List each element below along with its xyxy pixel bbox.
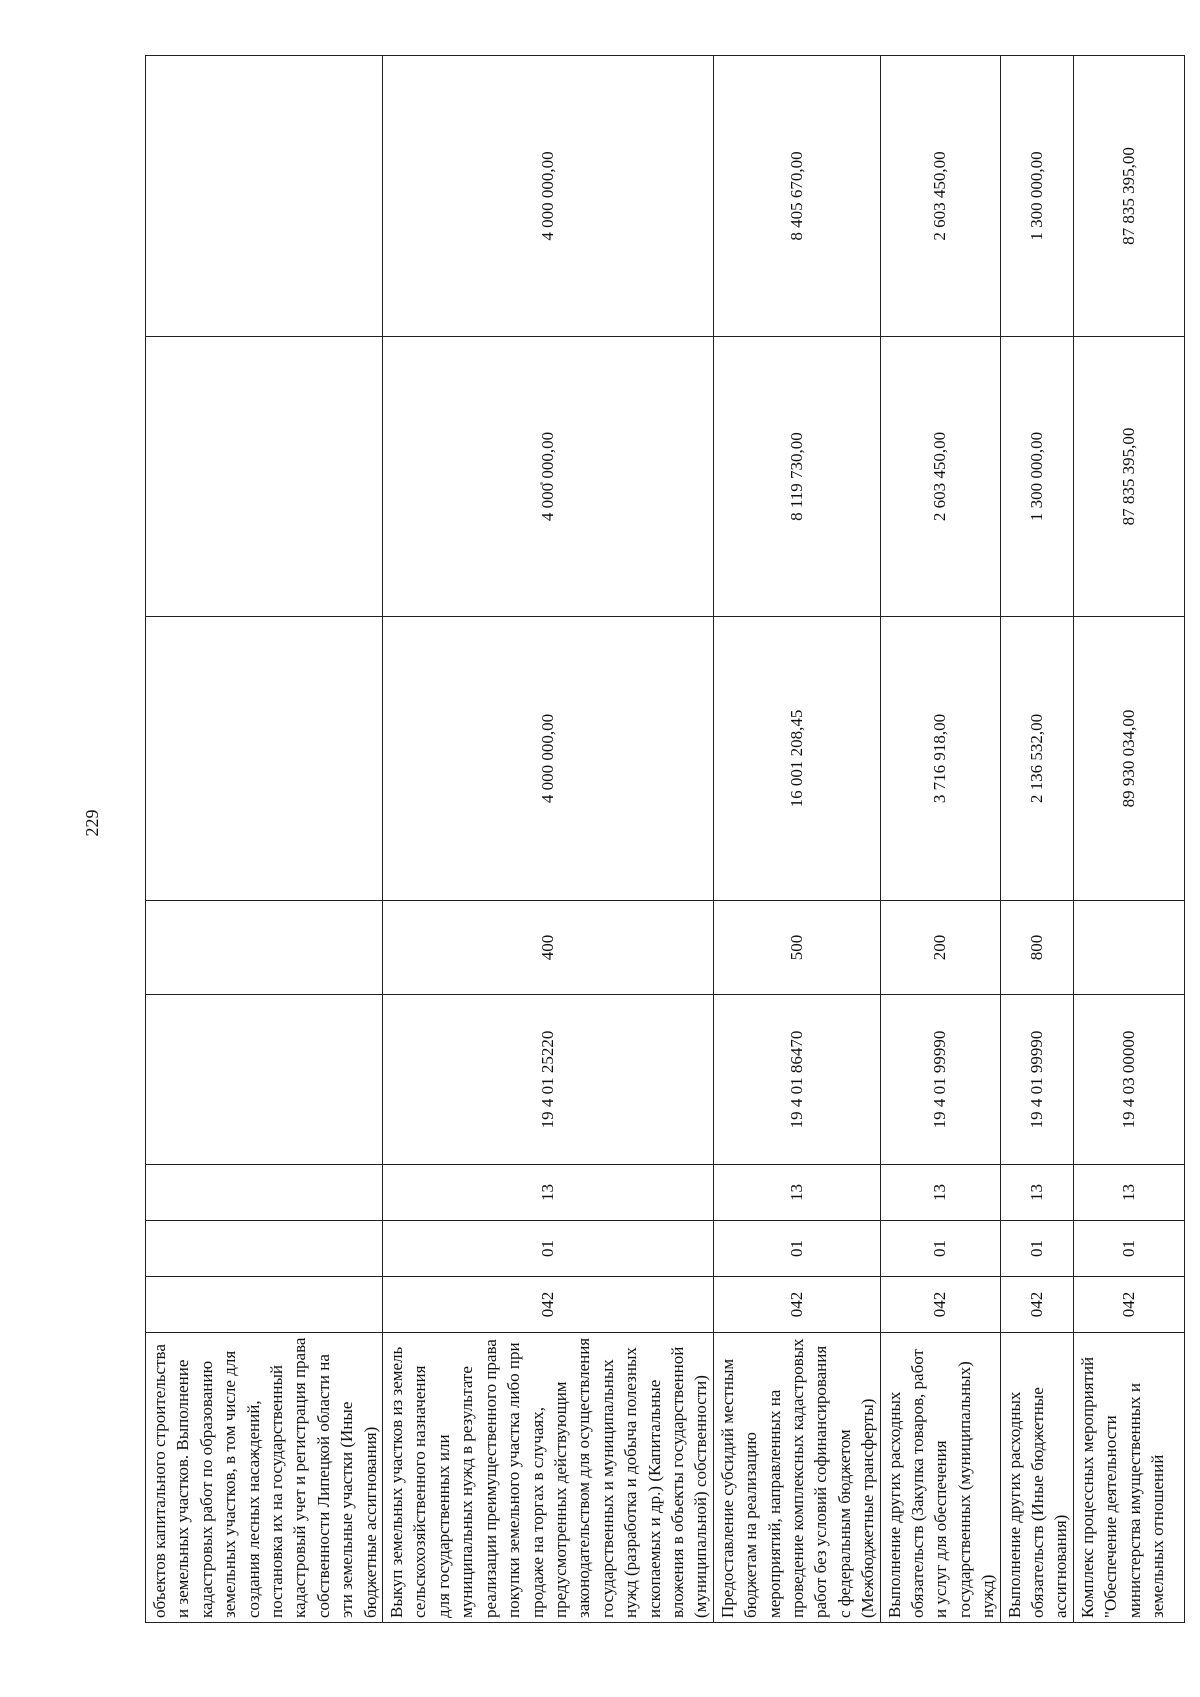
ministry-code: 042 xyxy=(383,1277,714,1333)
ministry-code: 042 xyxy=(1000,1277,1073,1333)
expense-type-code: 500 xyxy=(713,901,880,995)
row-description: объектов капитального строительства и земельных участков. Выполнение кадастровых работ по образованию земельных участков, в том числе для создания лесных насаждений, постановка их на государственный кадастровый учет и регистрация права собственности Липецкой области на эти земельные участки (Иные бюджетные ассигнования) xyxy=(146,1333,383,1623)
table-row xyxy=(383,56,714,1623)
subsection-code: 13 xyxy=(1000,1165,1073,1221)
amount-year-2: 2 603 450,00 xyxy=(880,337,1000,617)
expense-type-code xyxy=(146,901,383,995)
amount-year-3: 1 300 000,00 xyxy=(1000,56,1073,337)
amount-year-3: 87 835 395,00 xyxy=(1073,56,1184,337)
section-code xyxy=(146,1221,383,1277)
amount-year-2: 87 835 395,00 xyxy=(1073,337,1184,617)
target-article-code: 19 4 01 99990 xyxy=(880,995,1000,1165)
row-description: Комплекс процессных мероприятий "Обеспечение деятельности министерства имущественных и земельных отношений xyxy=(1073,1333,1184,1623)
table-row xyxy=(880,56,1000,1623)
amount-year-3 xyxy=(146,56,383,337)
expense-type-code: 200 xyxy=(880,901,1000,995)
amount-year-1: 16 001 208,45 xyxy=(713,617,880,901)
ministry-code: 042 xyxy=(1073,1277,1184,1333)
target-article-code xyxy=(146,995,383,1165)
subsection-code: 13 xyxy=(880,1165,1000,1221)
subsection-code: 13 xyxy=(1073,1165,1184,1221)
target-article-code: 19 4 01 86470 xyxy=(713,995,880,1165)
amount-year-2: 8 119 730,00 xyxy=(713,337,880,617)
table-row xyxy=(713,56,880,1623)
table-row xyxy=(1073,56,1184,1623)
target-article-code: 19 4 01 99990 xyxy=(1000,995,1073,1165)
amount-year-2: 1 300 000,00 xyxy=(1000,337,1073,617)
amount-year-2: 4 000 000,00 xyxy=(383,337,714,617)
ministry-code: 042 xyxy=(880,1277,1000,1333)
target-article-code: 19 4 01 25220 xyxy=(383,995,714,1165)
subsection-code: 13 xyxy=(383,1165,714,1221)
row-description: Выкуп земельных участков из земель сельскохозяйственного назначения для государственных или муниципальных нужд в результате реализации преимущественного права покупки земельного участка либо при продаже на торгах в случаях, предусмотренных действующим законодательством для осуществления государственных и муниципальных нужд (разработка и добыча полезных ископаемых и др.) (Капитальные вложения в объекты государственной (муниципальной) собственности) xyxy=(383,1333,714,1623)
amount-year-1: 89 930 034,00 xyxy=(1073,617,1184,901)
section-code: 01 xyxy=(880,1221,1000,1277)
row-description: Выполнение других расходных обязательств (Закупка товаров, работ и услуг для обеспечения государственных (муниципальных) нужд) xyxy=(880,1333,1000,1623)
row-description: Выполнение других расходных обязательств (Иные бюджетные ассигнования) xyxy=(1000,1333,1073,1623)
budget-table xyxy=(145,55,1185,1623)
amount-year-1: 4 000 000,00 xyxy=(383,617,714,901)
expense-type-code: 400 xyxy=(383,901,714,995)
target-article-code: 19 4 03 00000 xyxy=(1073,995,1184,1165)
ministry-code: 042 xyxy=(713,1277,880,1333)
amount-year-1 xyxy=(146,617,383,901)
amount-year-3: 2 603 450,00 xyxy=(880,56,1000,337)
section-code: 01 xyxy=(383,1221,714,1277)
amount-year-1: 2 136 532,00 xyxy=(1000,617,1073,901)
section-code: 01 xyxy=(713,1221,880,1277)
amount-year-3: 4 000 000,00 xyxy=(383,56,714,337)
row-description: Предоставление субсидий местным бюджетам на реализацию мероприятий, направленных на проведение комплексных кадастровых работ без условий софинансирования с федеральным бюджетом (Межбюджетные трансферты) xyxy=(713,1333,880,1623)
subsection-code: 13 xyxy=(713,1165,880,1221)
amount-year-2 xyxy=(146,337,383,617)
subsection-code xyxy=(146,1165,383,1221)
page-number: 229 xyxy=(82,809,102,837)
amount-year-3: 8 405 670,00 xyxy=(713,56,880,337)
table-row xyxy=(1000,56,1073,1623)
ministry-code xyxy=(146,1277,383,1333)
expense-type-code: 800 xyxy=(1000,901,1073,995)
table-row xyxy=(146,56,383,1623)
rotated-table-container xyxy=(145,56,1168,1623)
expense-type-code xyxy=(1073,901,1184,995)
section-code: 01 xyxy=(1000,1221,1073,1277)
amount-year-1: 3 716 918,00 xyxy=(880,617,1000,901)
section-code: 01 xyxy=(1073,1221,1184,1277)
